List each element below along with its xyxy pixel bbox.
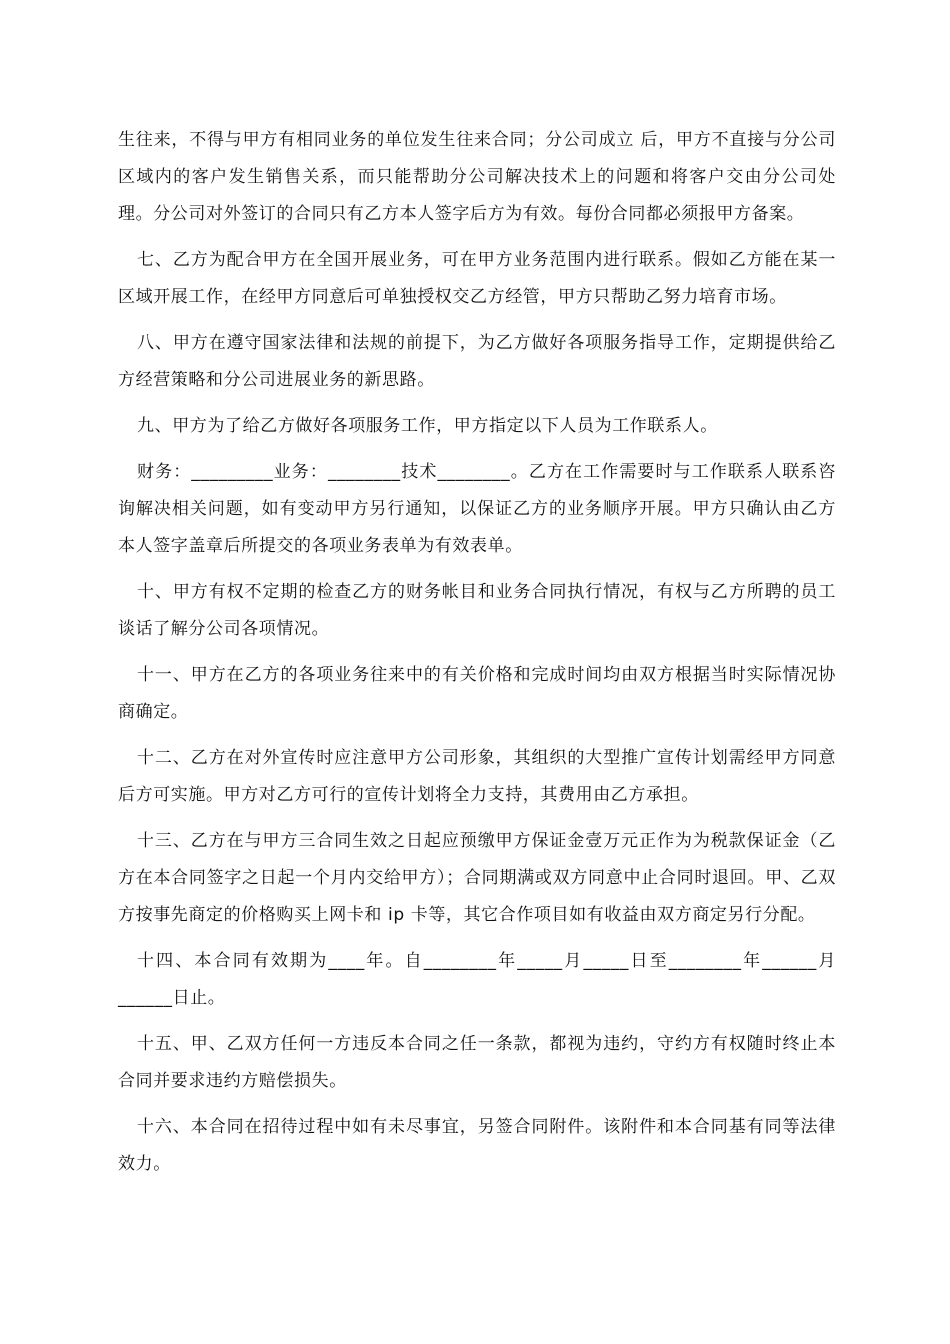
contact-persons: 财务：_________业务：________技术________。乙方在工作需要时与工作联系人联系咨询解决相关问题，如有变动甲方另行通知，以保证乙方的业务顺序开展。甲方只确认由乙方本人签字盖章后所提交的各项业务表单为有效表单。 [118, 462, 836, 556]
clause-14: 十四、本合同有效期为____年。自________年_____月_____日至________年______月______日止。 [118, 951, 836, 1008]
clause-12: 十二、乙方在对外宣传时应注意甲方公司形象，其组织的大型推广宣传计划需经甲方同意后方可实施。甲方对乙方可行的宣传计划将全力支持，其费用由乙方承担。 [118, 748, 836, 805]
paragraph-continuation: 生往来，不得与甲方有相同业务的单位发生往来合同；分公司成立 后，甲方不直接与分公司区域内的客户发生销售关系，而只能帮助分公司解决技术上的问题和将客户交由分公司处理。分公司对外签订的合同只有乙方本人签字后方为有效。每份合同都必须报甲方备案。 [118, 130, 836, 224]
contract-body [118, 122, 836, 1192]
clause-8: 八、甲方在遵守国家法律和法规的前提下，为乙方做好各项服务指导工作，定期提供给乙方经营策略和分公司进展业务的新思路。 [118, 333, 836, 390]
clause-13: 十三、乙方在与甲方三合同生效之日起应预缴甲方保证金壹万元正作为为税款保证金（乙方在本合同签字之日起一个月内交给甲方）；合同期满或双方同意中止合同时退回。甲、乙双方按事先商定的价格购买上网卡和 ip 卡等，其它合作项目如有收益由双方商定另行分配。 [118, 831, 836, 925]
clause-15: 十五、甲、乙双方任何一方违反本合同之任一条款，都视为违约，守约方有权随时终止本合同并要求违约方赔偿损失。 [118, 1034, 836, 1091]
clause-16: 十六、本合同在招待过程中如有未尽事宜，另签合同附件。该附件和本合同基有同等法律效力。 [118, 1117, 836, 1174]
clause-10: 十、甲方有权不定期的检查乙方的财务帐目和业务合同执行情况，有权与乙方所聘的员工谈话了解分公司各项情况。 [118, 582, 836, 639]
clause-7: 七、乙方为配合甲方在全国开展业务，可在甲方业务范围内进行联系。假如乙方能在某一区域开展工作，在经甲方同意后可单独授权交乙方经管，甲方只帮助乙努力培育市场。 [118, 250, 836, 307]
clause-11: 十一、甲方在乙方的各项业务往来中的有关价格和完成时间均由双方根据当时实际情况协商确定。 [118, 665, 836, 722]
clause-9: 九、甲方为了给乙方做好各项服务工作，甲方指定以下人员为工作联系人。 [137, 416, 718, 436]
